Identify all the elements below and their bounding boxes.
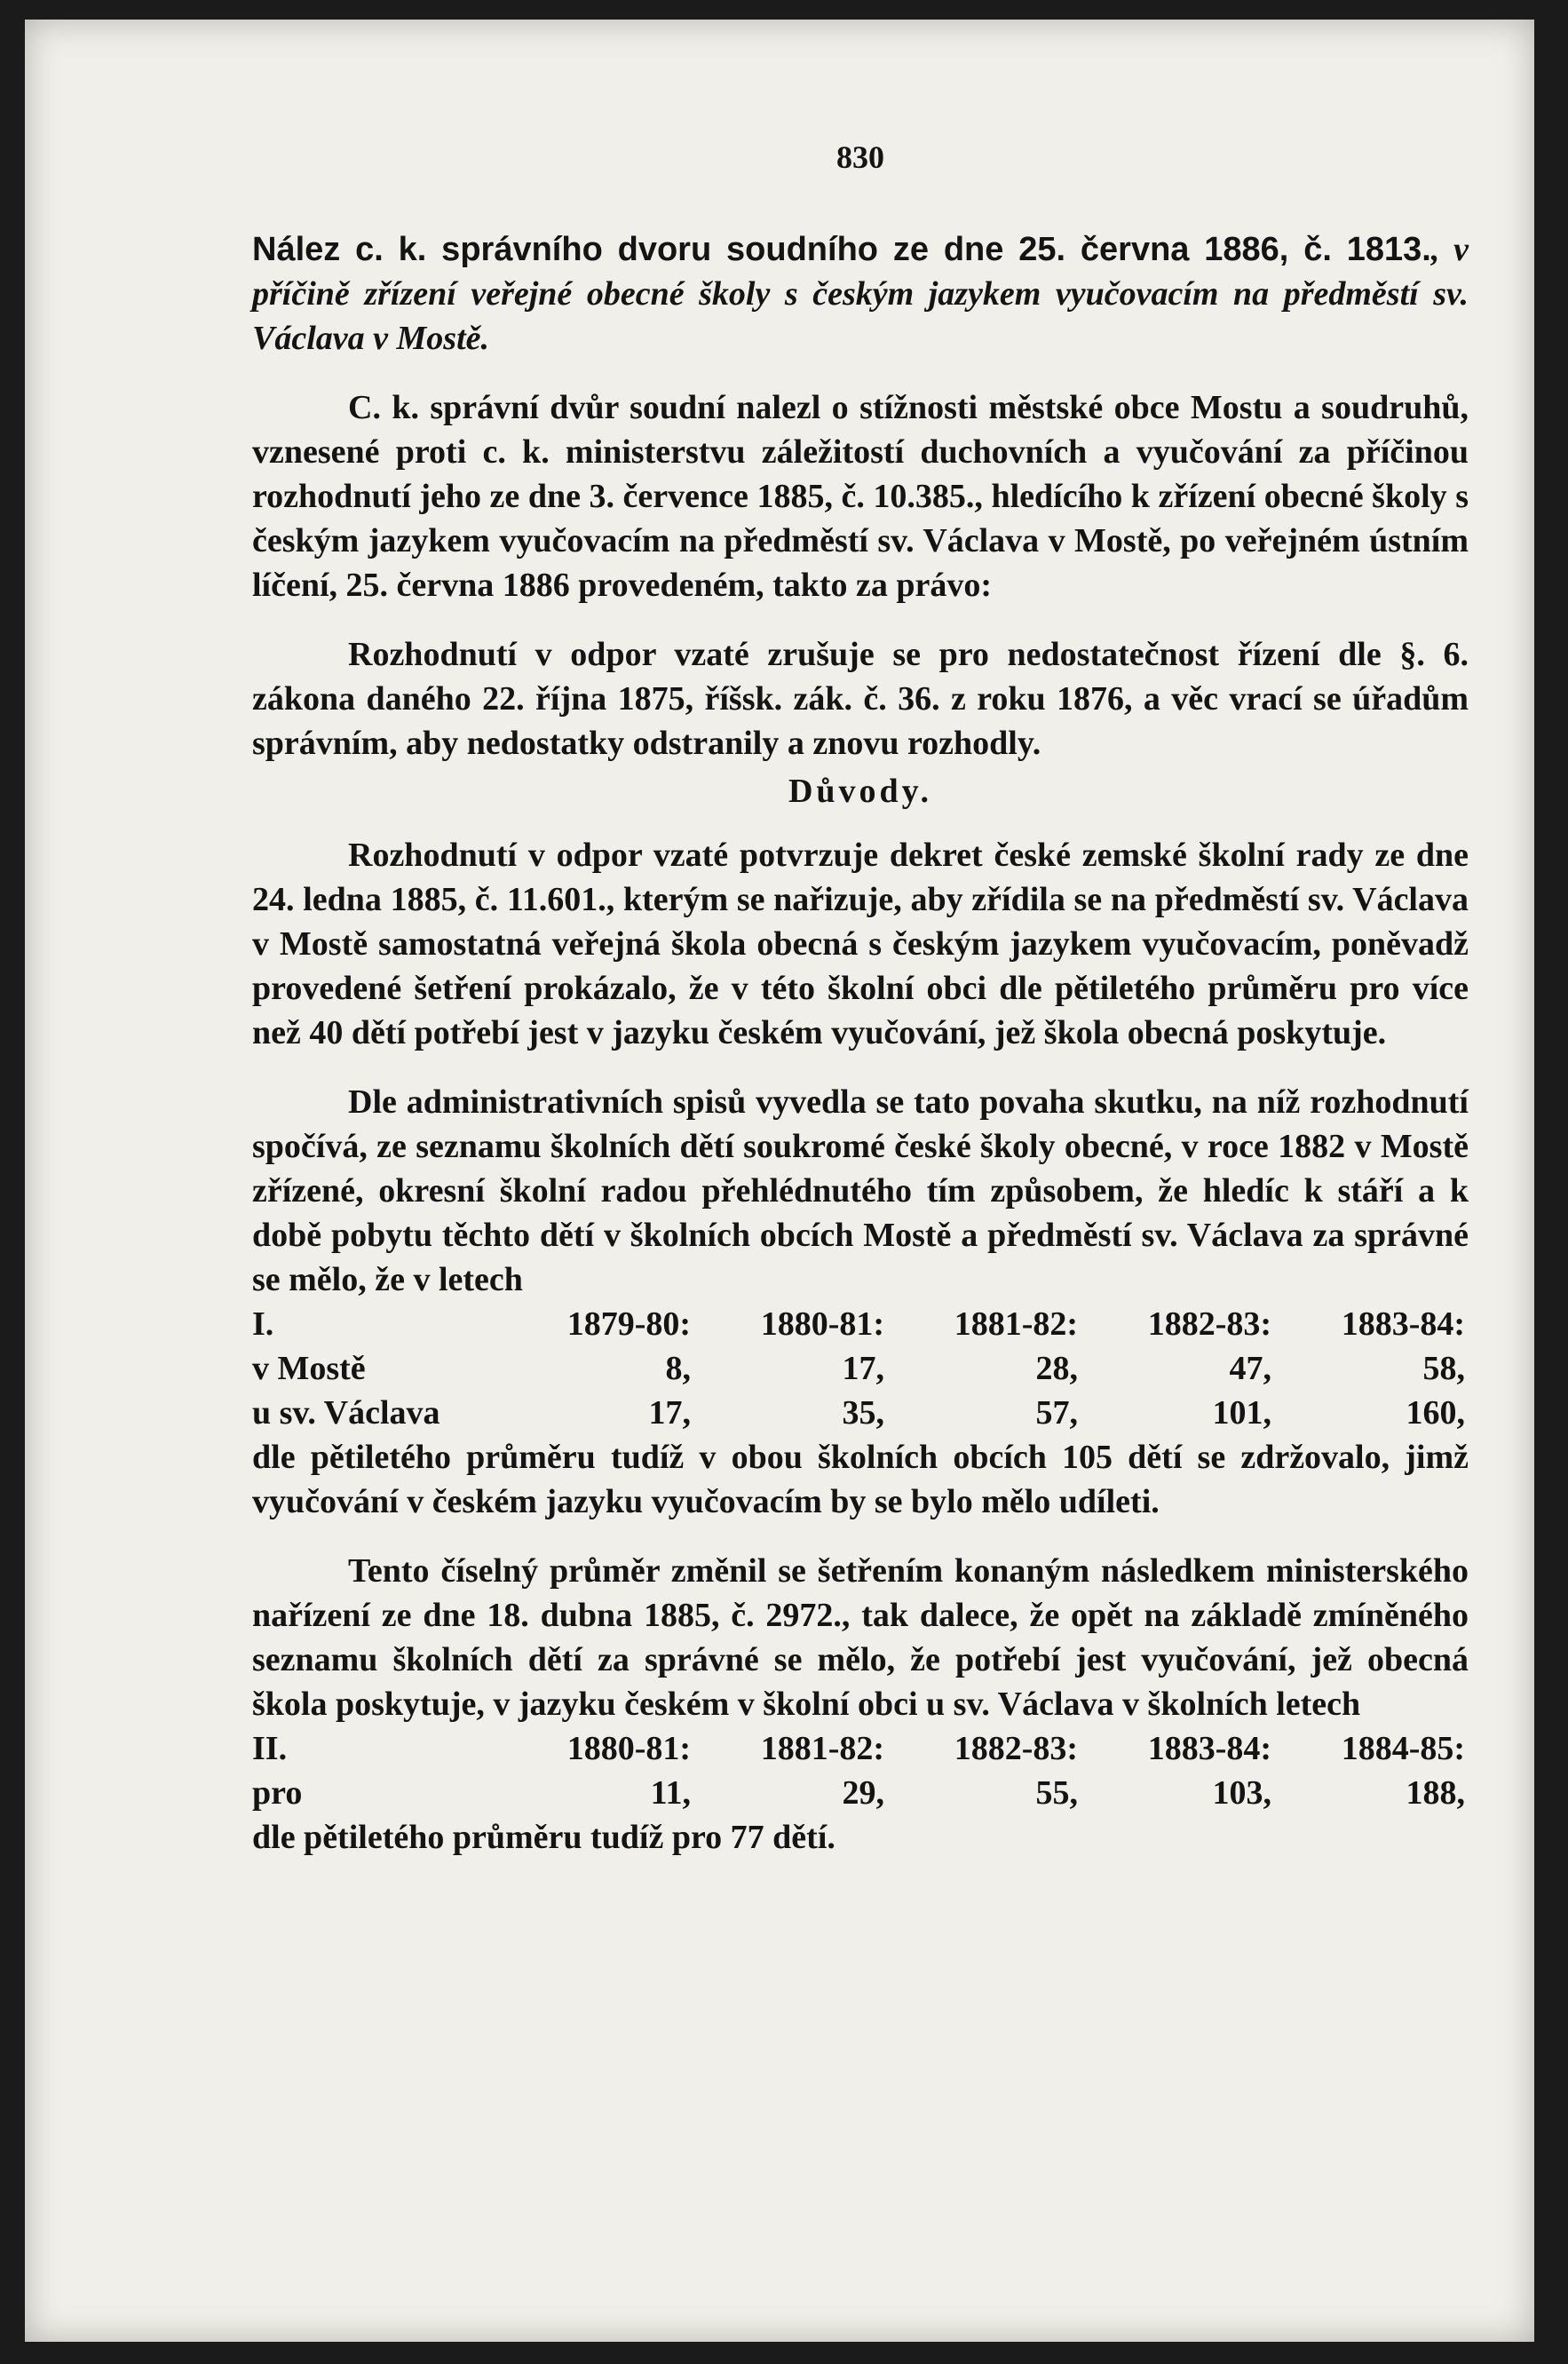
table-1-year: 1881-82: — [954, 1305, 1078, 1343]
cell-value: 28, — [1035, 1350, 1078, 1387]
cell-value: 11, — [650, 1774, 691, 1812]
paragraph-7: dle pětiletého průměru tudíž pro 77 dětí. — [252, 1819, 835, 1856]
cell-value: 103, — [1212, 1774, 1271, 1812]
table-2-header — [252, 1726, 1469, 1771]
table-1-label: I. — [252, 1305, 274, 1343]
paragraph-5: dle pětiletého průměru tudíž v obou školních obcích 105 dětí se zdržovalo, jimž vyučování v českém jazyku vyučovacím by se bylo mělo udíleti. — [252, 1439, 1469, 1520]
cell-value: 47, — [1229, 1350, 1271, 1387]
table-row — [252, 1346, 1469, 1391]
cell-value: 58, — [1422, 1350, 1465, 1387]
paragraph-2: Rozhodnutí v odpor vzaté zrušuje se pro nedostatečnost řízení dle §. 6. zákona daného 22. října 1875, říšsk. zák. č. 36. z roku 1876, a věc vrací se úřadům správním, aby nedostatky odstranily a znovu rozhodly. — [252, 636, 1469, 762]
section-title-duvody: Důvody. — [788, 773, 933, 810]
cell-value: 55, — [1035, 1774, 1078, 1812]
cell-value: 17, — [842, 1350, 884, 1387]
cell-value: 188, — [1406, 1774, 1465, 1812]
table-2-year: 1884-85: — [1341, 1730, 1465, 1767]
table-1-year: 1882-83: — [1147, 1305, 1271, 1343]
table-2-year: 1880-81: — [566, 1730, 691, 1767]
table-2-label: II. — [252, 1730, 288, 1767]
heading-bold: Nález c. k. správního dvoru soudního ze dne 25. června 1886, č. 1813. — [252, 231, 1431, 268]
table-2 — [252, 1726, 1469, 1815]
paragraph-6: Tento číselný průměr změnil se šetřením konaným následkem ministerského nařízení ze dne 18. dubna 1885, č. 2972., tak dalece, že opět na základě zmíněného seznamu školních dětí za správné se mělo, že potřebí jest vyučování, jež obecná škola poskytuje, v jazyku českém v školní obci u sv. Václava v školních letech — [252, 1552, 1469, 1723]
table-row — [252, 1771, 1469, 1815]
row-name: u sv. Václava — [252, 1394, 440, 1432]
table-1 — [252, 1302, 1469, 1435]
row-name: v Mostě — [252, 1350, 366, 1387]
cell-value: 101, — [1212, 1394, 1271, 1432]
paragraph-4: Dle administrativních spisů vyvedla se tato povaha skutku, na níž rozhodnutí spočívá, ze seznamu školních dětí soukromé české školy obecné, v roce 1882 v Mostě zřízené, okresní školní radou přehlédnutého tím způsobem, že hledíc k stáří a k době pobytu těchto dětí v školních obcích Mostě a předměstí sv. Václava za správné se mělo, že v letech — [252, 1083, 1469, 1298]
paragraph-3: Rozhodnutí v odpor vzaté potvrzuje dekret české zemské školní rady ze dne 24. ledna 1885, č. 11.601., kterým se nařizuje, aby zřídila se na předměstí sv. Václava v Mostě samostatná veřejná škola obecná s českým jazykem vyučovacím, poněvadž provedené šetření prokázalo, že v této školní obci dle pětiletého průměru pro více než 40 dětí potřebí jest v jazyku českém vyučování, jež škola obecná poskytuje. — [252, 837, 1469, 1051]
paragraph-1: C. k. správní dvůr soudní nalezl o stížnosti městské obce Mostu a soudruhů, vznesené proti c. k. ministerstvu záležitostí duchovních a vyučování za příčinou rozhodnutí jeho ze dne 3. července 1885, č. 10.385., hledícího k zřízení obecné školy s českým jazykem vyučovacím na předměstí sv. Václava v Mostě, po veřejném ústním líčení, 25. června 1886 provedeném, takto za právo: — [252, 389, 1469, 604]
table-2-year: 1882-83: — [954, 1730, 1078, 1767]
cell-value: 29, — [842, 1774, 884, 1812]
cell-value: 35, — [842, 1394, 884, 1432]
cell-value: 17, — [648, 1394, 691, 1432]
cell-value: 8, — [665, 1350, 691, 1387]
table-row — [252, 1391, 1469, 1435]
table-2-year: 1881-82: — [760, 1730, 884, 1767]
heading-italic: , v příčině zřízení veřejné obecné školy s českým jazykem vyučovacím na předměstí sv. Václava v Mostě. — [252, 231, 1469, 357]
table-1-year: 1879-80: — [566, 1305, 691, 1343]
table-1-header — [252, 1302, 1469, 1346]
document-page — [25, 20, 1534, 2342]
page-number: 830 — [836, 139, 884, 175]
document-heading — [252, 227, 1469, 361]
cell-value: 57, — [1035, 1394, 1078, 1432]
table-1-year: 1883-84: — [1341, 1305, 1465, 1343]
cell-value: 160, — [1406, 1394, 1465, 1432]
row-name: pro — [252, 1774, 303, 1812]
table-1-year: 1880-81: — [760, 1305, 884, 1343]
table-2-year: 1883-84: — [1147, 1730, 1271, 1767]
document-text — [252, 135, 1469, 1860]
